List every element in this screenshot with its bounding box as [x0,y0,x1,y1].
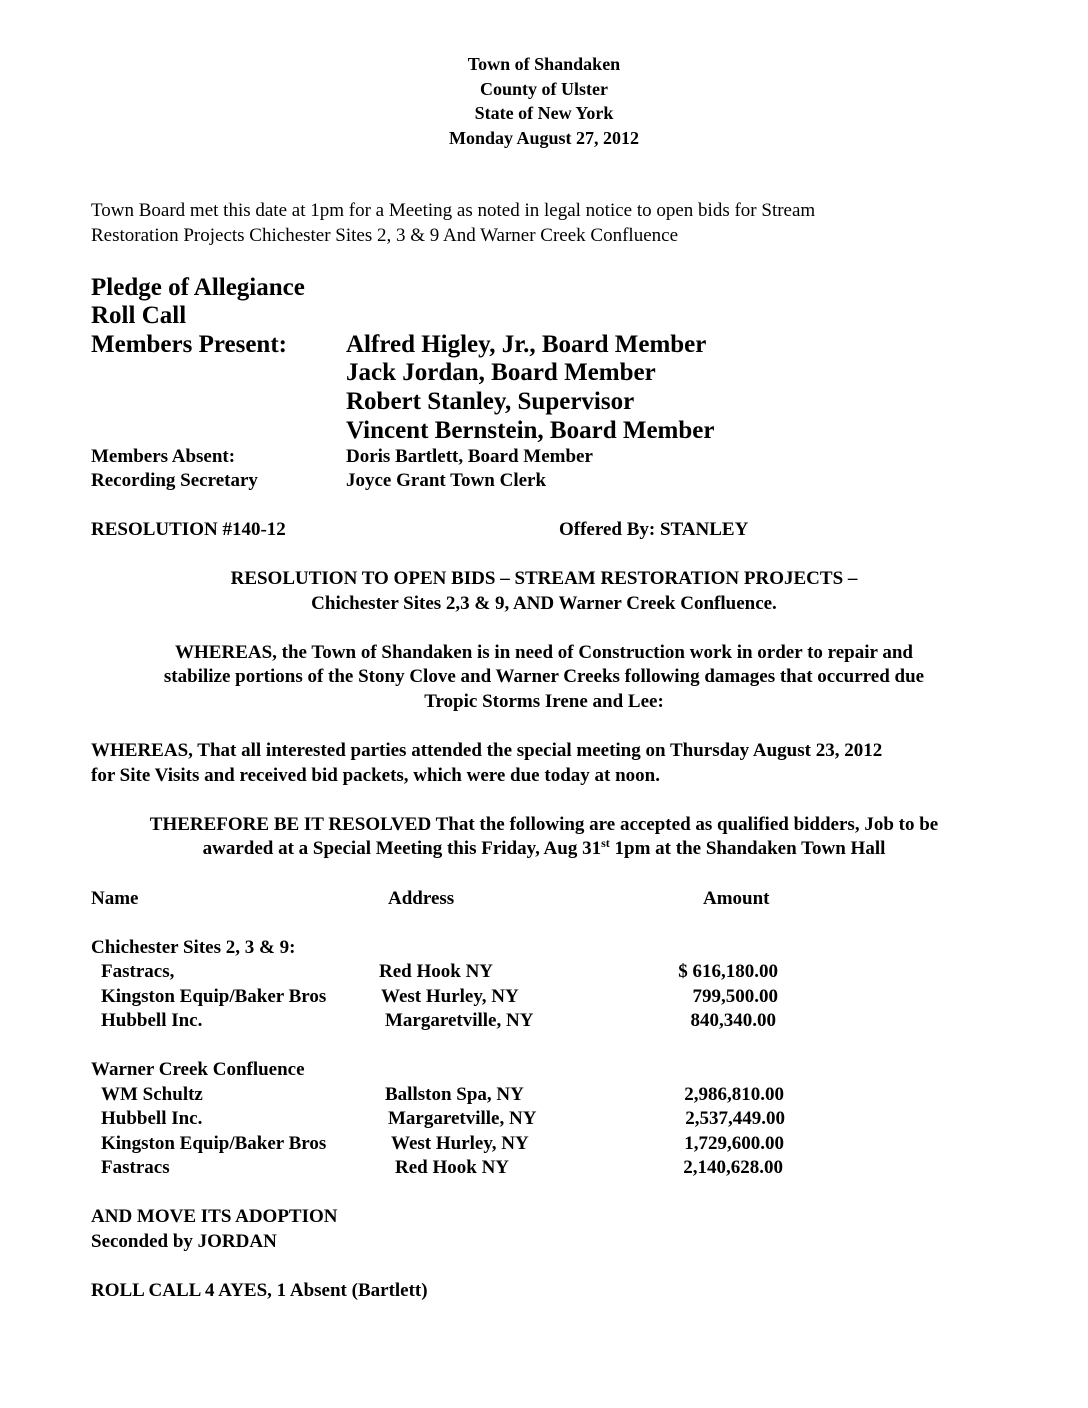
whereas-2-line-2: for Site Visits and received bid packets, which were due today at noon. [91,765,660,786]
bidder-name: Kingston Equip/Baker Bros [101,1133,327,1154]
resolution-title-1: RESOLUTION TO OPEN BIDS – STREAM RESTORATION PROJECTS – [230,568,858,589]
header-town: Town of Shandaken [467,54,621,74]
members-present-label: Members Present: [91,331,287,358]
bidder-address: West Hurley, NY [391,1133,529,1154]
bidder-address: Margaretville, NY [385,1010,534,1031]
intro-line-1: Town Board met this date at 1pm for a Meeting as noted in legal notice to open bids for Stream [91,200,816,221]
resolution-offered-by: Offered By: STANLEY [559,519,749,540]
whereas-1-line-1: WHEREAS, the Town of Shandaken is in need of Construction work in order to repair and [175,642,913,663]
bidder-name: Hubbell Inc. [101,1108,203,1129]
therefore-text-b: 1pm at the Shandaken Town Hall [609,838,886,859]
recording-secretary-label: Recording Secretary [91,470,258,491]
column-header-address: Address [388,888,455,909]
header-state: State of New York [474,103,614,123]
pledge-heading: Pledge of Allegiance [91,274,305,301]
ordinal-suffix: st [601,836,610,850]
recording-secretary: Joyce Grant Town Clerk [346,470,547,491]
bidder-address: Red Hook NY [379,961,494,982]
bidder-name: WM Schultz [101,1084,203,1105]
therefore-line-2 [60,838,1028,860]
bidder-name: Fastracs [101,1157,170,1178]
bidder-name: Fastracs, [101,961,175,982]
member-present: Jack Jordan, Board Member [346,359,656,386]
seconded-by: Seconded by JORDAN [91,1231,277,1252]
column-header-name: Name [91,888,139,909]
bidder-address: Ballston Spa, NY [385,1084,524,1105]
header-date: Monday August 27, 2012 [448,128,640,148]
resolution-number: RESOLUTION #140-12 [91,519,286,540]
bid-amount: 2,537,449.00 [685,1108,785,1129]
bid-amount: $ 616,180.00 [678,961,778,982]
bidder-name: Kingston Equip/Baker Bros [101,986,327,1007]
bidder-name: Hubbell Inc. [101,1010,203,1031]
adoption-motion: AND MOVE ITS ADOPTION [91,1206,338,1227]
bid-amount: 799,500.00 [692,986,778,1007]
group-title-chichester: Chichester Sites 2, 3 & 9: [91,937,296,958]
bid-amount: 2,140,628.00 [683,1157,783,1178]
column-header-amount: Amount [703,888,770,909]
intro-line-2: Restoration Projects Chichester Sites 2, 3 & 9 And Warner Creek Confluence [91,225,678,246]
member-present: Robert Stanley, Supervisor [346,388,635,415]
group-title-warner: Warner Creek Confluence [91,1059,305,1080]
members-absent-label: Members Absent: [91,446,236,467]
bidder-address: Red Hook NY [395,1157,510,1178]
member-present: Alfred Higley, Jr., Board Member [346,331,707,358]
resolution-title-2: Chichester Sites 2,3 & 9, AND Warner Creek Confluence. [311,593,777,614]
member-present: Vincent Bernstein, Board Member [346,417,715,444]
bidder-address: West Hurley, NY [381,986,519,1007]
whereas-2-line-1: WHEREAS, That all interested parties attended the special meeting on Thursday August 23, 2012 [91,740,883,761]
therefore-line-1: THEREFORE BE IT RESOLVED That the following are accepted as qualified bidders, Job to be [149,814,939,835]
roll-call-result: ROLL CALL 4 AYES, 1 Absent (Bartlett) [91,1280,428,1301]
bidder-address: Margaretville, NY [388,1108,537,1129]
member-absent: Doris Bartlett, Board Member [346,446,593,467]
bid-amount: 1,729,600.00 [684,1133,784,1154]
whereas-1-line-3: Tropic Storms Irene and Lee: [424,691,664,712]
bid-amount: 840,340.00 [690,1010,776,1031]
roll-call-heading: Roll Call [91,302,187,329]
bid-amount: 2,986,810.00 [684,1084,784,1105]
therefore-text-a: awarded at a Special Meeting this Friday, Aug 31 [202,838,602,859]
whereas-1-line-2: stabilize portions of the Stony Clove and Warner Creeks following damages that occurred due [163,666,925,687]
header-county: County of Ulster [480,79,608,99]
